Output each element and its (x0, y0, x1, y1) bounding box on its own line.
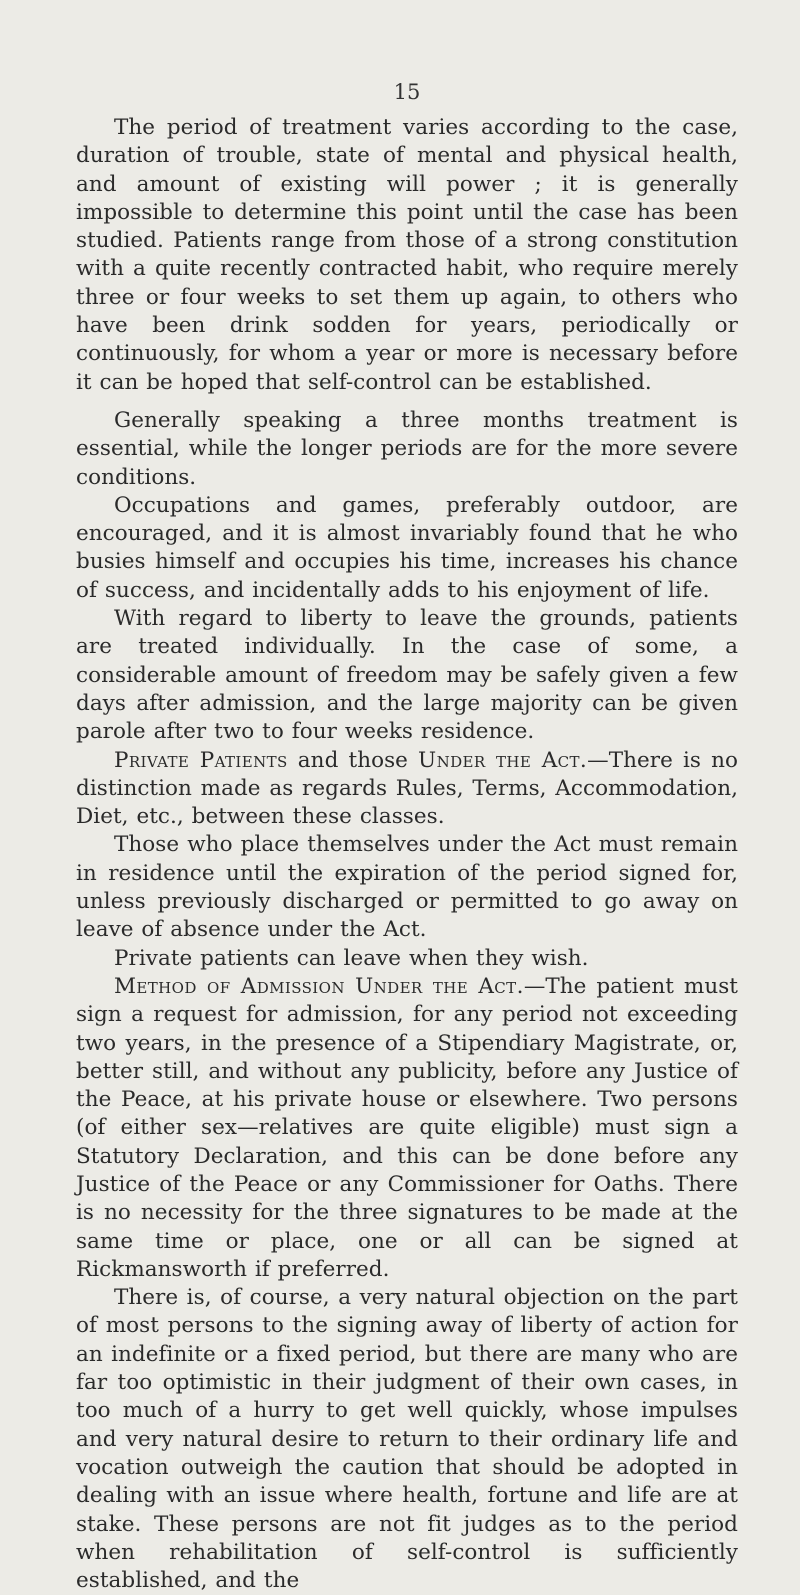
paragraph-method-admission (76, 973, 738, 1284)
paragraph-residence: Those who place themselves under the Act must remain in residence until the expiration of the period signed for, unless previously discharged or permitted to go away on leave of absence under the Act. (76, 832, 738, 943)
heading-private-patients: Private Patients (114, 747, 288, 773)
paragraph-occupations: Occupations and games, preferably outdoor, are encouraged, and it is almost invariably found that he who busies himself and occupies his time, increases his chance of success, and incidentally adds to his enjoyment of life. (76, 492, 738, 603)
heading-under-the-act: Under the Act. (418, 747, 588, 773)
paragraph-three-months: Generally speaking a three months treatment is essential, while the longer periods are for the more severe conditions. (76, 407, 738, 490)
paragraph-private-patients (76, 747, 738, 832)
paragraph-objection: There is, of course, a very natural objection on the part of most persons to the signing away of liberty of action for an indefinite or a fixed period, but there are many who are far too optimistic in their judgment of their own cases, in too much of a hurry to get well quickly, whose impulses and very natural desire to return to their ordinary life and vocation outweigh the caution that should be adopted in dealing with an issue where health, fortune and life are at stake. These persons are not fit judges as to the period when rehabilitation of self-control is sufficiently established, and the (76, 1285, 738, 1594)
paragraph-treatment-period: The period of treatment varies according to the case, duration of trouble, state of mental and physical health, and amount of existing will power ; it is generally impossible to determine this point until the case has been studied. Patients range from those of a strong constitution with a quite recently contracted habit, who require merely three or four weeks to set them up again, to others who have been drink sodden for years, periodically or continuously, for whom a year or more is necessary before it can be hoped that self-control can be established. (76, 115, 738, 395)
paragraph-liberty: With regard to liberty to leave the grounds, patients are treated individually. In the case of some, a considerable amount of freedom may be safely given a few days after admission, and the large majority can be given parole after two to four weeks residence. (76, 606, 738, 745)
private-patients-text: —There is no distinction made as regards Rules, Terms, Accommodation, Diet, etc., between these classes. (76, 747, 739, 830)
heading-method-admission: Method of Admission Under the Act. (114, 973, 524, 999)
paragraph-private-leave: Private patients can leave when they wish. (114, 945, 589, 971)
page-number: 15 (393, 80, 421, 104)
connector-and-those: and those (287, 747, 419, 773)
method-admission-text: —The patient must sign a request for admission, for any period not exceeding two years, in the presence of a Stipendiary Magistrate, or, better still, and without any publicity, before any Justice of the Peace, at his private house or elsewhere. Two persons (of either sex—relatives are quite eligible) must sign a Statutory Declaration, and this can be done before any Justice of the Peace or any Commissioner for Oaths. There is no necessity for the three signatures to be made at the same time or place, one or all can be signed at Rickmansworth if preferred. (76, 973, 738, 1282)
